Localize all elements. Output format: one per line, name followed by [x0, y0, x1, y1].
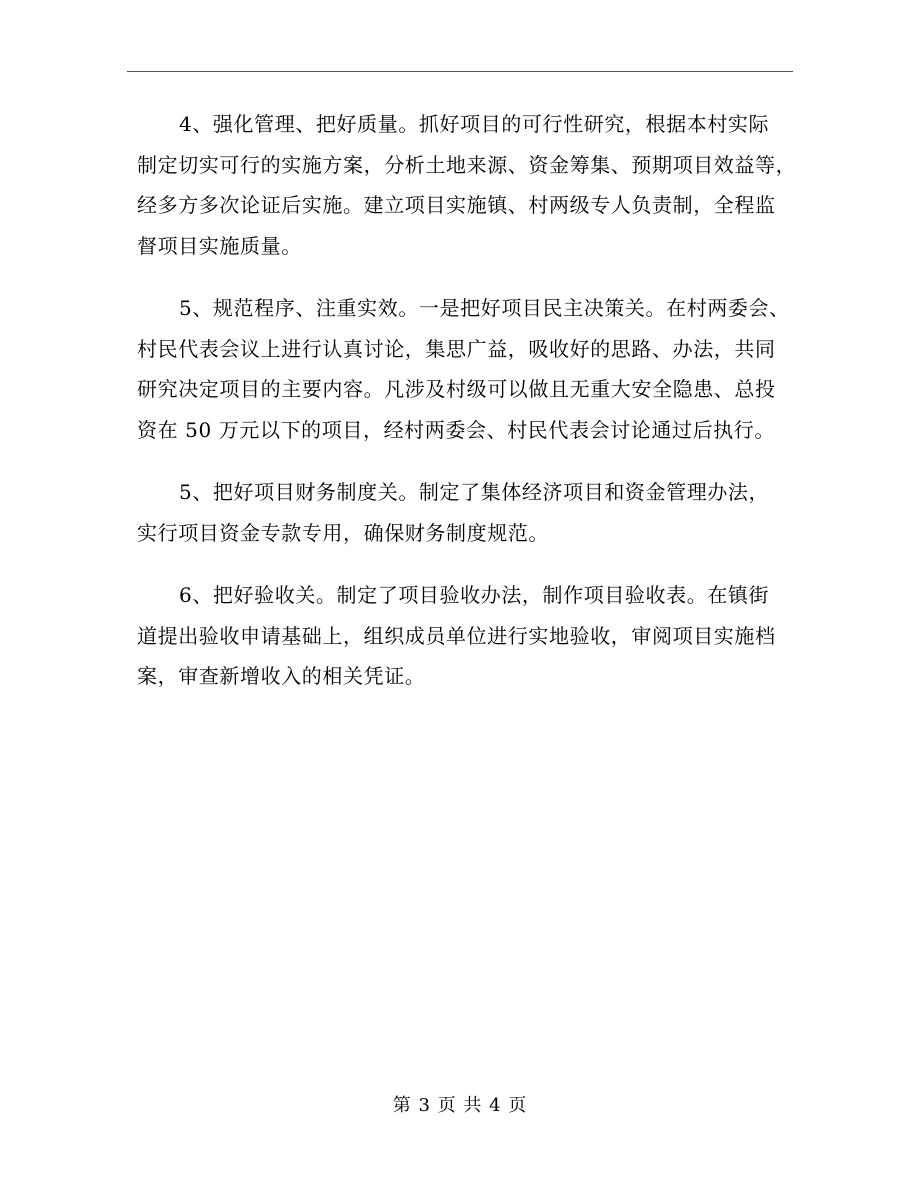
paragraph-line: 5、规范程序、注重实效。一是把好项目民主决策关。在村两委会、	[179, 296, 790, 320]
paragraph-line: 研究决定项目的主要内容。凡涉及村级可以做且无重大安全隐患、总投	[137, 377, 776, 401]
document-body	[137, 104, 797, 719]
paragraph-line: 制定切实可行的实施方案，分析土地来源、资金筹集、预期项目效益等，	[137, 152, 797, 177]
paragraph-line: 4、强化管理、把好质量。抓好项目的可行性研究，根据本村实际	[179, 112, 770, 136]
paragraph-line: 6、把好验收关。制定了项目验收办法，制作项目验收表。在镇街	[179, 583, 770, 607]
paragraph-line: 案，审查新增收入的相关凭证。	[137, 664, 426, 688]
paragraph-line: 督项目实施质量。	[137, 233, 302, 258]
paragraph-line: 村民代表会议上进行认真讨论，集思广益，吸收好的思路、办法，共同	[137, 336, 776, 361]
paragraph-item-5a	[137, 288, 797, 450]
header-rule	[127, 71, 793, 72]
paragraph-line: 实行项目资金专款专用，确保财务制度规范。	[137, 520, 549, 545]
paragraph-item-6	[137, 575, 797, 697]
paragraph-line: 道提出验收申请基础上，组织成员单位进行实地验收，审阅项目实施档	[137, 623, 776, 648]
paragraph-line: 5、把好项目财务制度关。制定了集体经济项目和资金管理办法，	[179, 480, 770, 504]
paragraph-item-4	[137, 104, 797, 266]
paragraph-line: 经多方多次论证后实施。建立项目实施镇、村两级专人负责制，全程监	[137, 193, 776, 217]
page-number-footer: 第 3 页 共 4 页	[392, 1095, 528, 1116]
paragraph-item-5b	[137, 472, 797, 553]
paragraph-line: 资在 50 万元以下的项目，经村两委会、村民代表会讨论通过后执行。	[137, 417, 775, 442]
